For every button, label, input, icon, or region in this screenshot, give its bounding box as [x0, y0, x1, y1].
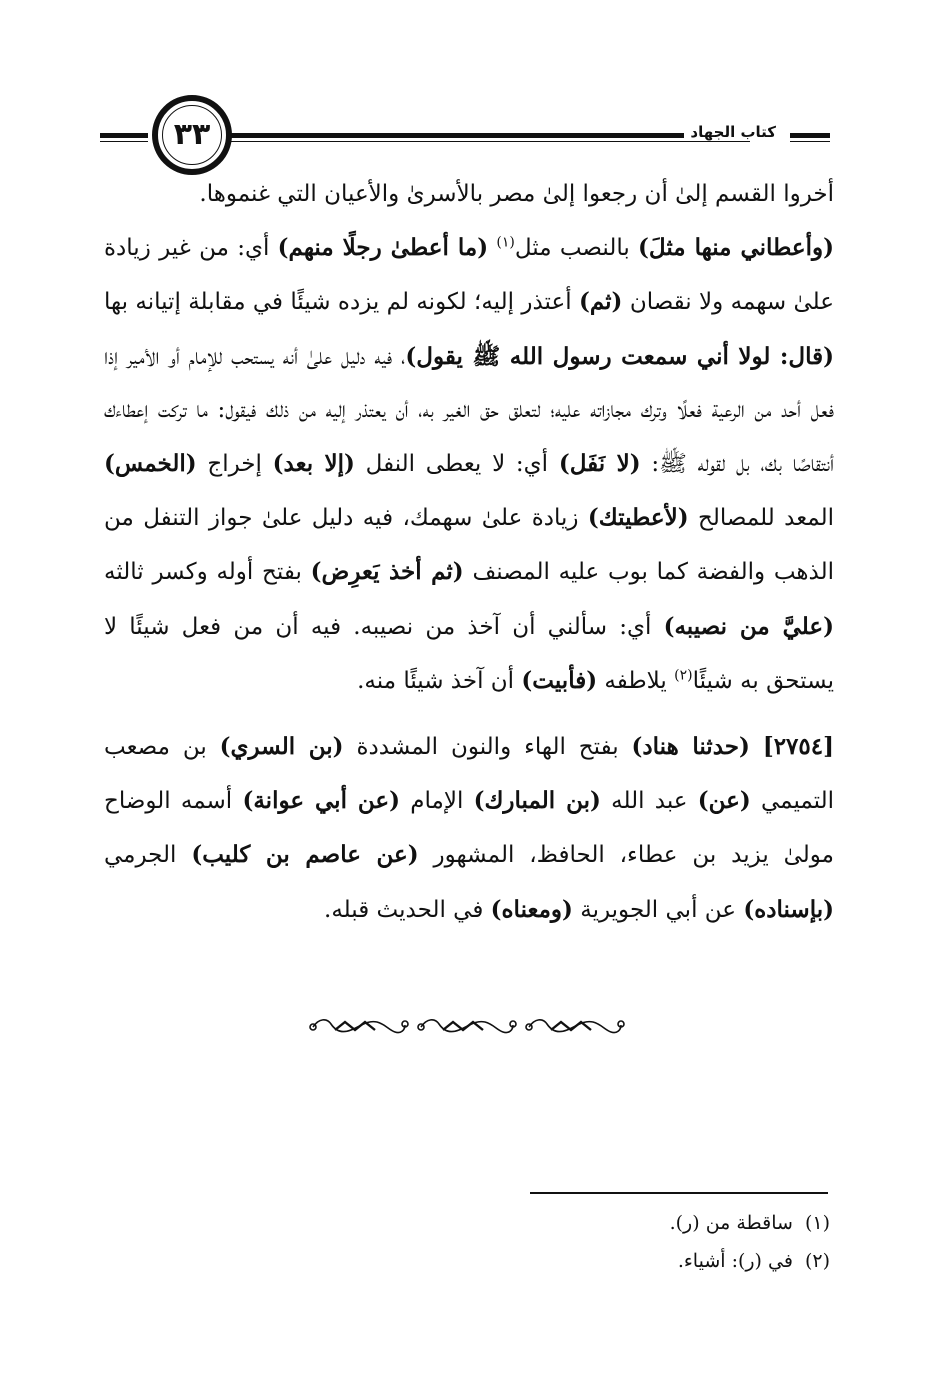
paragraph-1: أخروا القسم إلىٰ أن رجعوا إلىٰ مصر بالأسرىٰ والأعيان التي غنموها. [199, 181, 834, 207]
bold-phrase: (عن عاصم بن كليب) [191, 841, 419, 869]
ornament-unit [310, 1020, 408, 1033]
footnote-number: (٢) [804, 1250, 830, 1272]
bold-phrase: (الخمس) [104, 450, 197, 478]
header-rule-right [790, 133, 830, 138]
running-title: كتاب الجهاد [684, 123, 782, 141]
page-header [100, 95, 830, 175]
bold-phrase: (ثم) [578, 288, 623, 316]
header-rule-thin [210, 141, 750, 142]
bold-phrase: (قال: لولا أني سمعت رسول الله ﷺ يقول) [405, 342, 835, 370]
text-run: أي: من غير زيادة علىٰ سهمه ولا نقصان [104, 235, 835, 316]
bold-phrase: (عليَّ من نصيبه) [663, 612, 834, 640]
footnote-ref-1[interactable]: (١) [496, 234, 515, 251]
text-run: إخراج [196, 451, 273, 478]
bold-phrase: (عن أبي عوانة) [242, 787, 401, 815]
page-number: ٣٣ [173, 117, 211, 152]
footnotes [104, 1204, 830, 1280]
paragraph-2 [104, 221, 834, 708]
footnote-text: ساقطة من (ر). [669, 1212, 793, 1234]
section-ornament [305, 1012, 625, 1042]
bold-phrase: (ومعناه) [490, 895, 573, 923]
bold-phrase: (لأعطيتك) [587, 504, 689, 532]
bold-phrase: (لا نَفَل) [558, 450, 641, 478]
text-run: الجرمي [104, 842, 192, 869]
bold-phrase: (عن) [697, 787, 751, 815]
bold-phrase: (فأبيت) [521, 666, 598, 694]
text-run: أن آخذ شيئًا منه. [357, 667, 522, 694]
text-run: بفتح الهاء والنون المشددة [343, 734, 632, 761]
ornament-unit [526, 1020, 624, 1033]
header-rule [210, 133, 750, 138]
footnote-1 [104, 1204, 830, 1242]
header-rule-left [100, 133, 148, 138]
bold-phrase: (ما أعطىٰ رجلًا منهم) [277, 234, 489, 262]
text-run: ، فيه دليل علىٰ أنه يستحب للإمام أو الأمير إذا فعل أحد من الرعية فعلًا وترك مجازاته عليه؛ لتعلق حق الغير به، أن يعتذر إليه من ذلك فيقول: ما تركت إعطاءك أنتقاصًا بك، بل لقوله ﷺ: [104, 343, 834, 478]
text-run: أي: لا يعطى النفل [354, 451, 559, 478]
bold-phrase: (بن السري) [219, 733, 344, 761]
text-run: يلاطفه [597, 667, 675, 694]
text-run [750, 734, 763, 760]
text-run: بفتح أوله وكسر ثالثه [104, 559, 311, 586]
footnote-number: (١) [804, 1212, 830, 1234]
bold-phrase: (ثم أخذ يَعرِض) [310, 558, 464, 586]
text-run: أي: سألني أن آخذ من نصيبه. فيه أن من فعل شيئًا لا يستحق به شيئًا [104, 613, 834, 694]
page-number-badge [152, 95, 232, 175]
bold-phrase: (إلا بعد) [272, 450, 355, 478]
text-run: أسمه الوضاح مولىٰ يزيد بن عطاء، الحافظ، المشهور [104, 788, 834, 869]
header-rule-right-thin [790, 141, 830, 142]
text-run: بالنصب مثل [514, 235, 639, 262]
paragraph-3 [104, 720, 834, 937]
footnote-ref-2[interactable]: (٢) [674, 667, 693, 684]
text-run: عن أبي الجويرية [572, 896, 744, 923]
text-run: في الحديث قبله. [324, 896, 491, 923]
header-rule-left-thin [100, 141, 148, 142]
footnote-separator [530, 1192, 828, 1194]
text-run: الإمام [400, 788, 474, 815]
text-run: زيادة علىٰ سهمك، فيه دليل علىٰ جواز التنفل من الذهب والفضة كما بوب عليه المصنف [104, 505, 835, 586]
footnote-text: في (ر): أشياء. [677, 1250, 793, 1272]
hadith-number: [٢٧٥٤] [762, 733, 835, 761]
text-run: بن مصعب التميمي [104, 734, 835, 815]
main-text [104, 168, 834, 937]
text-run: أعتذر إليه؛ لكونه لم يزده شيئًا في مقابلة إتيانه بها [104, 289, 579, 316]
bold-phrase: (وأعطاني منها مثلَ) [638, 234, 835, 262]
footnote-2 [104, 1242, 830, 1280]
text-run: عبد الله [600, 788, 698, 815]
text-run: المعد للمصالح [688, 505, 834, 532]
bold-phrase: (بن المبارك) [473, 787, 601, 815]
bold-phrase: (حدثنا هناد) [631, 733, 750, 761]
bold-phrase: (بإسناده) [743, 895, 834, 923]
ornament-unit [418, 1020, 516, 1033]
